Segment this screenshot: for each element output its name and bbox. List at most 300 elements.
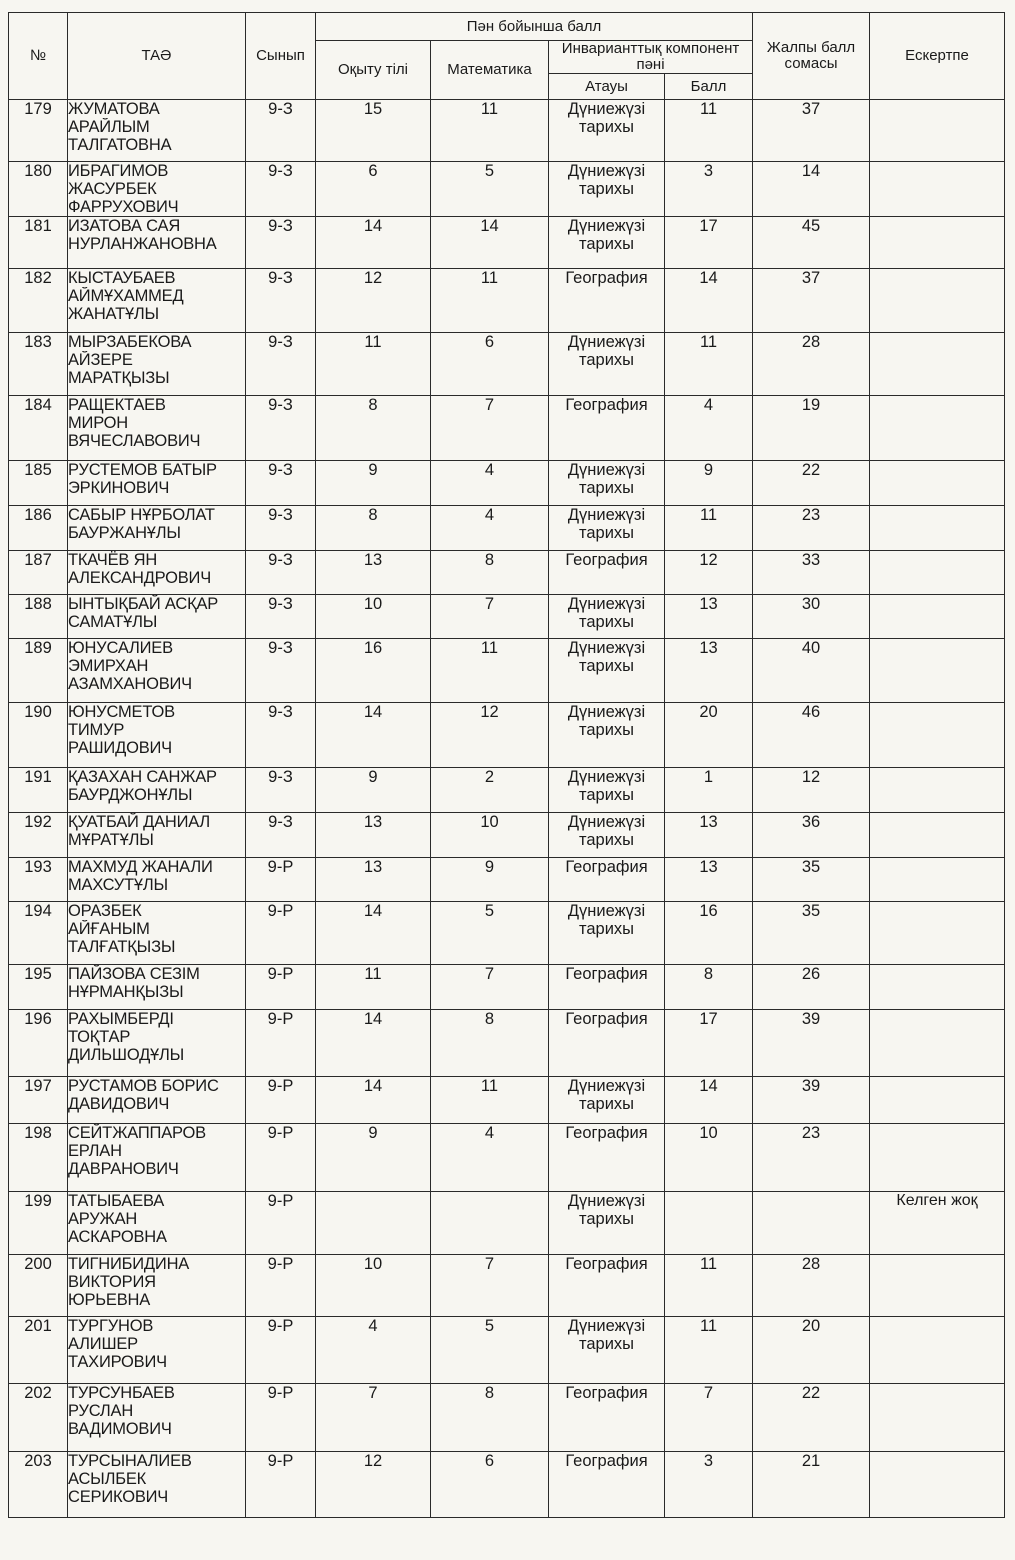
table-row <box>9 1317 1005 1384</box>
total-score: 28 <box>753 333 870 396</box>
invariant-subject <box>549 1010 665 1077</box>
student-name <box>68 269 246 333</box>
invariant-subject <box>549 1255 665 1317</box>
student-name <box>68 813 246 858</box>
note-cell <box>870 269 1005 333</box>
invariant-subject-line: География <box>565 965 648 983</box>
teaching-language-score: 13 <box>316 551 431 595</box>
invariant-subject-line: тарихы <box>578 1095 635 1113</box>
invariant-subject-line: Дүниежүзі <box>567 333 646 351</box>
class-cell: 9-Р <box>246 902 316 965</box>
total-score: 21 <box>753 1452 870 1518</box>
student-name-line: ТУРСУНБАЕВ <box>68 1384 175 1402</box>
note-cell <box>870 858 1005 902</box>
student-name-line: ДИЛЬШОДҰЛЫ <box>68 1046 185 1064</box>
teaching-language-score: 16 <box>316 639 431 703</box>
teaching-language-score: 11 <box>316 333 431 396</box>
invariant-subject <box>549 813 665 858</box>
student-name-line: ҚУАТБАЙ ДАНИАЛ <box>68 813 211 831</box>
student-name <box>68 1010 246 1077</box>
invariant-subject-line: География <box>565 1010 648 1028</box>
student-name-line: БАУРДЖОНҰЛЫ <box>68 786 193 804</box>
invariant-subject <box>549 965 665 1010</box>
invariant-subject-line: Дүниежүзі <box>567 595 646 613</box>
table-header <box>9 13 1005 100</box>
student-name-line: ЫНТЫҚБАЙ АСҚАР <box>68 595 219 613</box>
total-score: 33 <box>753 551 870 595</box>
invariant-score: 7 <box>665 1384 753 1452</box>
invariant-subject-line: Дүниежүзі <box>567 461 646 479</box>
table-row <box>9 1010 1005 1077</box>
total-score: 37 <box>753 100 870 162</box>
row-number: 183 <box>9 333 68 396</box>
student-name <box>68 768 246 813</box>
teaching-language-score: 8 <box>316 506 431 551</box>
math-score: 6 <box>431 333 549 396</box>
class-cell: 9-З <box>246 595 316 639</box>
table-row <box>9 1384 1005 1452</box>
math-score: 8 <box>431 1010 549 1077</box>
class-cell: 9-З <box>246 396 316 461</box>
note-cell <box>870 703 1005 768</box>
row-number: 181 <box>9 217 68 269</box>
teaching-language-score: 8 <box>316 396 431 461</box>
invariant-subject <box>549 768 665 813</box>
table-row <box>9 162 1005 217</box>
invariant-subject-line: Дүниежүзі <box>567 162 646 180</box>
invariant-score: 10 <box>665 1124 753 1192</box>
invariant-subject-line: Дүниежүзі <box>567 639 646 657</box>
invariant-score: 4 <box>665 396 753 461</box>
row-number: 182 <box>9 269 68 333</box>
invariant-subject-line: тарихы <box>578 524 635 542</box>
note-cell <box>870 1124 1005 1192</box>
invariant-score: 11 <box>665 1255 753 1317</box>
invariant-score: 17 <box>665 1010 753 1077</box>
row-number: 196 <box>9 1010 68 1077</box>
invariant-score: 8 <box>665 965 753 1010</box>
invariant-subject-line: География <box>565 1384 648 1402</box>
total-score: 23 <box>753 1124 870 1192</box>
math-score: 12 <box>431 703 549 768</box>
student-name-line: ҚАЗАХАН САНЖАР <box>68 768 217 786</box>
teaching-language-score: 9 <box>316 461 431 506</box>
invariant-subject-line: Дүниежүзі <box>567 506 646 524</box>
total-score: 26 <box>753 965 870 1010</box>
student-name <box>68 1124 246 1192</box>
invariant-subject-line: Дүниежүзі <box>567 1077 646 1095</box>
row-number: 198 <box>9 1124 68 1192</box>
header-inv-score: Балл <box>665 74 753 100</box>
student-name-line: МАХМУД ЖАНАЛИ <box>68 858 213 876</box>
student-name-line: ЮНУСМЕТОВ <box>68 703 175 721</box>
teaching-language-score: 13 <box>316 813 431 858</box>
invariant-score <box>665 1192 753 1255</box>
note-cell <box>870 813 1005 858</box>
student-name-line: МАРАТҚЫЗЫ <box>68 369 170 387</box>
note-cell <box>870 1384 1005 1452</box>
student-name <box>68 703 246 768</box>
teaching-language-score: 7 <box>316 1384 431 1452</box>
student-name <box>68 506 246 551</box>
student-name-line: ТУРСЫНАЛИЕВ <box>68 1452 192 1470</box>
student-name-line: ОРАЗБЕК <box>68 902 142 920</box>
table-row <box>9 100 1005 162</box>
student-name <box>68 858 246 902</box>
student-name-line: АЙЗЕРЕ <box>68 351 133 369</box>
invariant-subject <box>549 703 665 768</box>
invariant-subject-line: Дүниежүзі <box>567 902 646 920</box>
student-name <box>68 1255 246 1317</box>
invariant-subject <box>549 269 665 333</box>
invariant-subject-line: тарихы <box>578 920 635 938</box>
class-cell: 9-Р <box>246 1255 316 1317</box>
note-cell <box>870 100 1005 162</box>
invariant-subject-line: тарихы <box>578 1210 635 1228</box>
header-subject-group: Пән бойынша балл <box>316 13 753 41</box>
teaching-language-score: 14 <box>316 217 431 269</box>
table-row <box>9 333 1005 396</box>
student-name <box>68 396 246 461</box>
total-score: 35 <box>753 902 870 965</box>
math-score: 9 <box>431 858 549 902</box>
row-number: 188 <box>9 595 68 639</box>
table-row <box>9 551 1005 595</box>
row-number: 192 <box>9 813 68 858</box>
note-cell <box>870 461 1005 506</box>
total-score <box>753 1192 870 1255</box>
teaching-language-score: 14 <box>316 1010 431 1077</box>
invariant-score: 13 <box>665 595 753 639</box>
class-cell: 9-Р <box>246 1010 316 1077</box>
row-number: 179 <box>9 100 68 162</box>
student-name-line: РАХЫМБЕРДІ <box>68 1010 174 1028</box>
note-cell <box>870 902 1005 965</box>
note-cell <box>870 768 1005 813</box>
teaching-language-score: 12 <box>316 1452 431 1518</box>
math-score: 5 <box>431 162 549 217</box>
math-score: 10 <box>431 813 549 858</box>
math-score: 4 <box>431 461 549 506</box>
student-name-line: ЖАНАТҰЛЫ <box>68 305 159 323</box>
invariant-subject <box>549 1124 665 1192</box>
class-cell: 9-Р <box>246 858 316 902</box>
student-name-line: ТАТЫБАЕВА <box>68 1192 165 1210</box>
class-cell: 9-З <box>246 100 316 162</box>
student-name-line: ТОҚТАР <box>68 1028 131 1046</box>
table-row <box>9 813 1005 858</box>
row-number: 197 <box>9 1077 68 1124</box>
math-score: 7 <box>431 595 549 639</box>
note-cell <box>870 551 1005 595</box>
invariant-subject-line: тарихы <box>578 613 635 631</box>
header-math: Математика <box>431 41 549 100</box>
class-cell: 9-Р <box>246 965 316 1010</box>
invariant-score: 17 <box>665 217 753 269</box>
math-score: 11 <box>431 1077 549 1124</box>
row-number: 187 <box>9 551 68 595</box>
student-name-line: ТАЛГАТОВНА <box>68 136 172 154</box>
invariant-subject <box>549 595 665 639</box>
invariant-subject <box>549 1192 665 1255</box>
student-name-line: ВЯЧЕСЛАВОВИЧ <box>68 432 201 450</box>
student-name-line: ДАВРАНОВИЧ <box>68 1160 179 1178</box>
invariant-subject <box>549 1317 665 1384</box>
invariant-subject-line: Дүниежүзі <box>567 100 646 118</box>
header-invariant: Инварианттық компонент пәні <box>549 41 753 74</box>
class-cell: 9-З <box>246 506 316 551</box>
student-name-line: МАХСУТҰЛЫ <box>68 876 168 894</box>
row-number: 189 <box>9 639 68 703</box>
invariant-subject <box>549 902 665 965</box>
student-name-line: МЫРЗАБЕКОВА <box>68 333 192 351</box>
table-row <box>9 965 1005 1010</box>
class-cell: 9-Р <box>246 1317 316 1384</box>
table-row <box>9 703 1005 768</box>
invariant-score: 1 <box>665 768 753 813</box>
student-name-line: ТКАЧЁВ ЯН <box>68 551 158 569</box>
student-name-line: НҰРМАНҚЫЗЫ <box>68 983 184 1001</box>
invariant-subject <box>549 217 665 269</box>
table-row <box>9 217 1005 269</box>
table-row <box>9 768 1005 813</box>
student-name <box>68 100 246 162</box>
invariant-score: 12 <box>665 551 753 595</box>
total-score: 39 <box>753 1010 870 1077</box>
invariant-score: 3 <box>665 1452 753 1518</box>
header-num: № <box>9 13 68 100</box>
teaching-language-score: 10 <box>316 1255 431 1317</box>
invariant-score: 13 <box>665 858 753 902</box>
invariant-subject <box>549 396 665 461</box>
invariant-score: 14 <box>665 1077 753 1124</box>
row-number: 180 <box>9 162 68 217</box>
table-row <box>9 1255 1005 1317</box>
teaching-language-score: 10 <box>316 595 431 639</box>
student-name-line: ВИКТОРИЯ <box>68 1273 156 1291</box>
student-name <box>68 461 246 506</box>
header-note: Ескертпе <box>870 13 1005 100</box>
note-cell <box>870 1452 1005 1518</box>
table-row <box>9 1452 1005 1518</box>
invariant-subject <box>549 858 665 902</box>
student-name-line: АРУЖАН <box>68 1210 138 1228</box>
student-name-line: ЮНУСАЛИЕВ <box>68 639 173 657</box>
math-score: 11 <box>431 269 549 333</box>
invariant-score: 11 <box>665 506 753 551</box>
student-name <box>68 333 246 396</box>
math-score: 8 <box>431 551 549 595</box>
class-cell: 9-З <box>246 813 316 858</box>
class-cell: 9-Р <box>246 1124 316 1192</box>
student-name-line: ТИГНИБИДИНА <box>68 1255 190 1273</box>
math-score: 11 <box>431 100 549 162</box>
table-row <box>9 858 1005 902</box>
student-name-line: АСКАРОВНА <box>68 1228 167 1246</box>
class-cell: 9-Р <box>246 1384 316 1452</box>
class-cell: 9-З <box>246 269 316 333</box>
row-number: 201 <box>9 1317 68 1384</box>
invariant-subject <box>549 551 665 595</box>
invariant-subject <box>549 639 665 703</box>
student-name-line: АЙМҰХАММЕД <box>68 287 184 305</box>
invariant-score: 14 <box>665 269 753 333</box>
invariant-subject-line: География <box>565 396 648 414</box>
student-name-line: ИЗАТОВА САЯ <box>68 217 181 235</box>
student-name-line: АРАЙЛЫМ <box>68 118 150 136</box>
student-name-line: ПАЙЗОВА СЕЗІМ <box>68 965 200 983</box>
student-name-line: БАУРЖАНҰЛЫ <box>68 524 181 542</box>
math-score: 4 <box>431 506 549 551</box>
table-row <box>9 269 1005 333</box>
student-name <box>68 639 246 703</box>
total-score: 14 <box>753 162 870 217</box>
student-name-line: АЛИШЕР <box>68 1335 138 1353</box>
table-row <box>9 461 1005 506</box>
row-number: 191 <box>9 768 68 813</box>
row-number: 202 <box>9 1384 68 1452</box>
note-cell <box>870 1010 1005 1077</box>
total-score: 19 <box>753 396 870 461</box>
invariant-subject-line: Дүниежүзі <box>567 768 646 786</box>
invariant-score: 9 <box>665 461 753 506</box>
math-score: 5 <box>431 902 549 965</box>
teaching-language-score: 11 <box>316 965 431 1010</box>
note-cell <box>870 506 1005 551</box>
total-score: 45 <box>753 217 870 269</box>
class-cell: 9-З <box>246 639 316 703</box>
invariant-subject-line: География <box>565 269 648 287</box>
student-name-line: АЙҒАНЫМ <box>68 920 150 938</box>
total-score: 12 <box>753 768 870 813</box>
teaching-language-score: 14 <box>316 1077 431 1124</box>
row-number: 203 <box>9 1452 68 1518</box>
class-cell: 9-З <box>246 703 316 768</box>
math-score: 6 <box>431 1452 549 1518</box>
student-name-line: ФАРРУХОВИЧ <box>68 198 179 216</box>
invariant-subject-line: Дүниежүзі <box>567 217 646 235</box>
student-name-line: РАШИДОВИЧ <box>68 739 172 757</box>
invariant-subject-line: тарихы <box>578 1335 635 1353</box>
student-name-line: ДАВИДОВИЧ <box>68 1095 170 1113</box>
teaching-language-score <box>316 1192 431 1255</box>
invariant-subject-line: Дүниежүзі <box>567 1192 646 1210</box>
header-class: Сынып <box>246 13 316 100</box>
invariant-subject-line: География <box>565 1124 648 1142</box>
student-name <box>68 1452 246 1518</box>
total-score: 35 <box>753 858 870 902</box>
math-score: 4 <box>431 1124 549 1192</box>
table-row <box>9 396 1005 461</box>
student-name <box>68 162 246 217</box>
student-name-line: СЕРИКОВИЧ <box>68 1488 169 1506</box>
student-name-line: ТАЛҒАТҚЫЗЫ <box>68 938 176 956</box>
student-name-line: РУСТАМОВ БОРИС <box>68 1077 219 1095</box>
total-score: 20 <box>753 1317 870 1384</box>
total-score: 22 <box>753 461 870 506</box>
header-teaching-language: Оқыту тілі <box>316 41 431 100</box>
invariant-subject-line: Дүниежүзі <box>567 813 646 831</box>
class-cell: 9-З <box>246 162 316 217</box>
student-name <box>68 595 246 639</box>
student-name-line: АЗАМХАНОВИЧ <box>68 675 192 693</box>
row-number: 185 <box>9 461 68 506</box>
student-name-line: ЭРКИНОВИЧ <box>68 479 170 497</box>
teaching-language-score: 6 <box>316 162 431 217</box>
invariant-score: 13 <box>665 639 753 703</box>
teaching-language-score: 14 <box>316 703 431 768</box>
invariant-subject <box>549 506 665 551</box>
row-number: 193 <box>9 858 68 902</box>
math-score <box>431 1192 549 1255</box>
student-name-line: НУРЛАНЖАНОВНА <box>68 235 217 253</box>
student-name-line: ЮРЬЕВНА <box>68 1291 151 1309</box>
invariant-subject-line: География <box>565 1452 648 1470</box>
student-name-line: РАЩЕКТАЕВ <box>68 396 166 414</box>
total-score: 37 <box>753 269 870 333</box>
student-name-line: МҰРАТҰЛЫ <box>68 831 154 849</box>
invariant-score: 16 <box>665 902 753 965</box>
teaching-language-score: 4 <box>316 1317 431 1384</box>
math-score: 8 <box>431 1384 549 1452</box>
invariant-subject-line: тарихы <box>578 479 635 497</box>
note-cell: Келген жоқ <box>870 1192 1005 1255</box>
invariant-subject-line: тарихы <box>578 831 635 849</box>
table-row <box>9 639 1005 703</box>
invariant-score: 3 <box>665 162 753 217</box>
note-cell <box>870 1077 1005 1124</box>
student-name <box>68 551 246 595</box>
student-name <box>68 217 246 269</box>
table-row <box>9 1192 1005 1255</box>
class-cell: 9-З <box>246 333 316 396</box>
student-name <box>68 1077 246 1124</box>
invariant-subject <box>549 1077 665 1124</box>
note-cell <box>870 217 1005 269</box>
invariant-subject <box>549 162 665 217</box>
invariant-score: 20 <box>665 703 753 768</box>
row-number: 199 <box>9 1192 68 1255</box>
note-cell <box>870 639 1005 703</box>
table-row <box>9 902 1005 965</box>
class-cell: 9-З <box>246 551 316 595</box>
student-name-line: КЫСТАУБАЕВ <box>68 269 176 287</box>
total-score: 22 <box>753 1384 870 1452</box>
teaching-language-score: 15 <box>316 100 431 162</box>
results-table <box>8 12 1005 1518</box>
row-number: 194 <box>9 902 68 965</box>
invariant-subject <box>549 1384 665 1452</box>
invariant-subject-line: География <box>565 1255 648 1273</box>
row-number: 200 <box>9 1255 68 1317</box>
math-score: 7 <box>431 396 549 461</box>
invariant-subject-line: тарихы <box>578 721 635 739</box>
student-name-line: ЭМИРХАН <box>68 657 149 675</box>
header-name: ТАӘ <box>68 13 246 100</box>
class-cell: 9-Р <box>246 1452 316 1518</box>
total-score: 40 <box>753 639 870 703</box>
student-name-line: СЕЙТЖАППАРОВ <box>68 1124 206 1142</box>
table-row <box>9 1124 1005 1192</box>
student-name-line: ЕРЛАН <box>68 1142 122 1160</box>
teaching-language-score: 9 <box>316 768 431 813</box>
note-cell <box>870 333 1005 396</box>
invariant-score: 11 <box>665 333 753 396</box>
invariant-subject <box>549 461 665 506</box>
note-cell <box>870 595 1005 639</box>
invariant-subject-line: тарихы <box>578 351 635 369</box>
teaching-language-score: 13 <box>316 858 431 902</box>
